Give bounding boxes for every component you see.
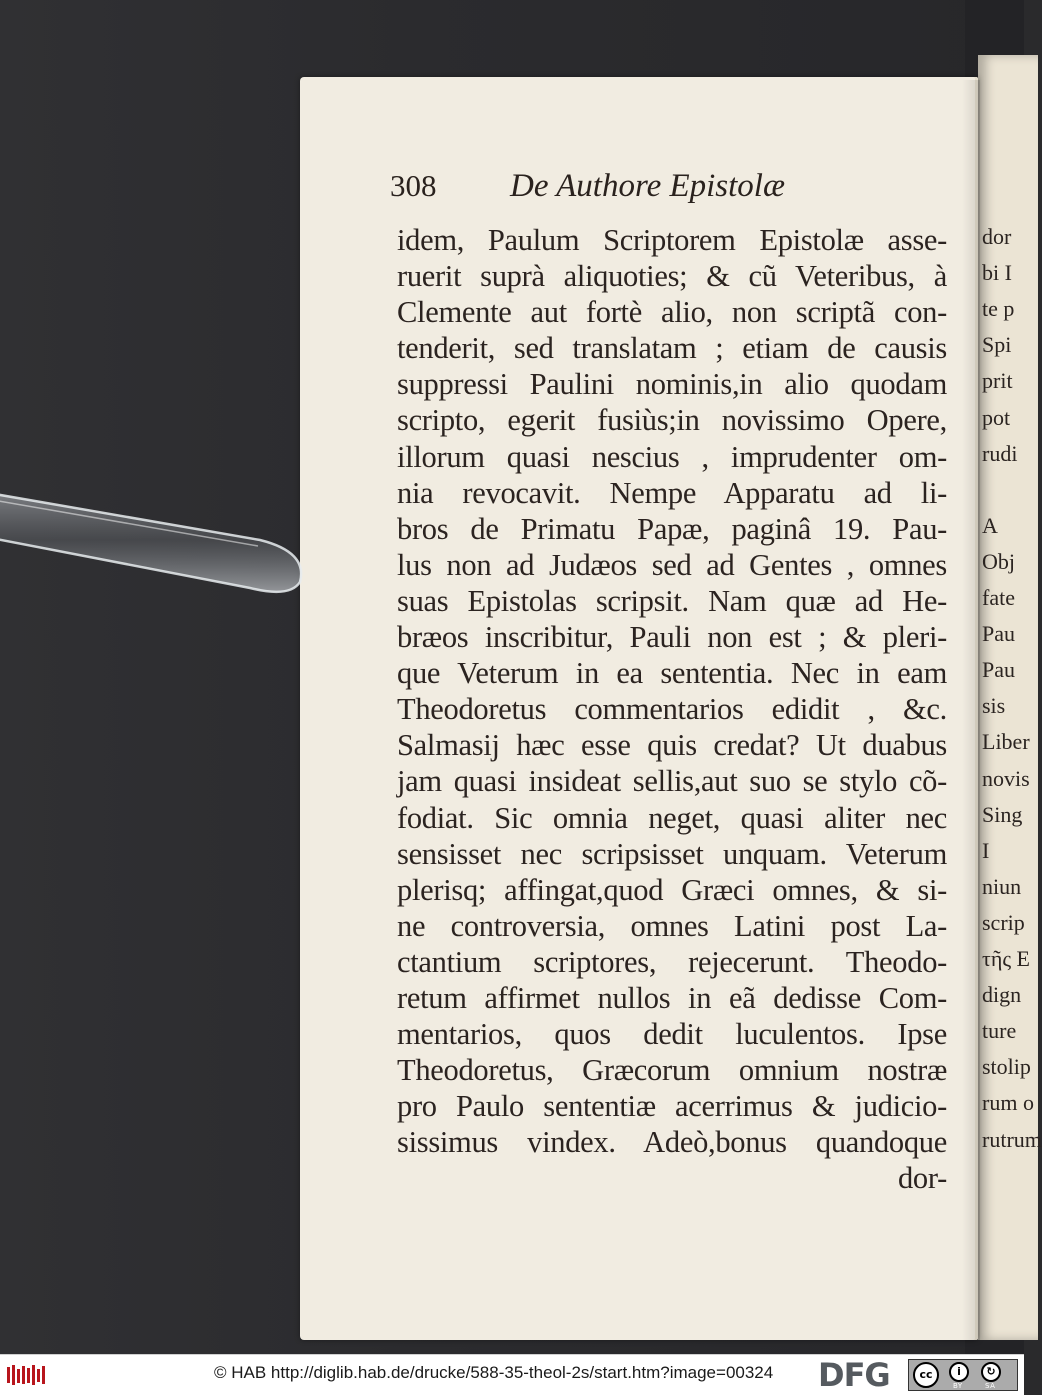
facing-page-fragment: dign bbox=[982, 982, 1022, 1008]
facing-page-fragment: novis bbox=[982, 765, 1030, 791]
facing-page-fragment: pot bbox=[982, 404, 1011, 430]
license-sa-label: SA bbox=[985, 1382, 996, 1390]
running-title: De Authore Epistolæ bbox=[510, 168, 785, 204]
text-line: tenderit, sed translatam ; etiam de causis bbox=[397, 331, 947, 366]
facing-page-fragment: rudi bbox=[982, 440, 1018, 466]
text-line: fodiat. Sic omnia neget, quasi aliter nec bbox=[397, 800, 947, 835]
text-line: Theodoretus commentarios edidit , &c. bbox=[397, 692, 947, 727]
text-line: Theodoretus, Græcorum omnium nostræ bbox=[397, 1053, 947, 1088]
facing-page-fragment: niun bbox=[982, 873, 1022, 899]
page-gutter-shadow bbox=[962, 80, 980, 1340]
glass-pointer-icon bbox=[0, 470, 320, 590]
text-line: bræos inscribitur, Pauli non est ; & pleri- bbox=[397, 620, 947, 655]
facing-page-fragment: scrip bbox=[982, 909, 1025, 935]
facing-page-fragment: Pau bbox=[982, 657, 1015, 683]
text-line: suas Epistolas scripsit. Nam quæ ad He- bbox=[397, 583, 947, 618]
facing-page-fragment: Obj bbox=[982, 548, 1015, 574]
text-line: Clemente aut fortè alio, non scriptã con- bbox=[397, 295, 947, 330]
facing-page-fragment: Spi bbox=[982, 332, 1012, 358]
facing-page-fragment: prit bbox=[982, 368, 1013, 394]
copyright-link[interactable]: © HAB http://diglib.hab.de/drucke/588-35-theol-2s/start.htm?image=00324 bbox=[214, 1363, 774, 1382]
hab-logo-icon bbox=[6, 1363, 50, 1387]
text-line: mentarios, quos dedit luculentos. Ipse bbox=[397, 1017, 947, 1052]
facing-page-fragment: Pau bbox=[982, 621, 1015, 647]
body-text bbox=[397, 222, 947, 1197]
text-line: idem, Paulum Scriptorem Epistolæ asse- bbox=[397, 223, 947, 257]
cc-license-badge[interactable] bbox=[908, 1359, 1018, 1391]
cc-icon: cc bbox=[913, 1362, 939, 1388]
text-line: plerisq; affingat,quod Græci omnes, & si- bbox=[397, 872, 947, 907]
text-line: sensisset nec scripsisset unquam. Veterum bbox=[397, 836, 947, 871]
text-line: nia revocavit. Nempe Apparatu ad li- bbox=[397, 475, 947, 510]
text-line: scripto, egerit fusiùs;in novissimo Opere, bbox=[397, 403, 947, 438]
text-line: suppressi Paulini nominis,in alio quodam bbox=[397, 367, 947, 402]
facing-page-fragment: fate bbox=[982, 585, 1015, 610]
text-line: pro Paulo sententiæ acerrimus & judicio- bbox=[397, 1089, 947, 1124]
facing-page-fragment: bi I bbox=[982, 260, 1012, 286]
facing-page-fragment: ture bbox=[982, 1018, 1017, 1044]
text-line: jam quasi insideat sellis,aut suo se stylo cõ- bbox=[397, 764, 947, 799]
text-line: bros de Primatu Papæ, paginâ 19. Pau- bbox=[397, 511, 947, 546]
facing-page-fragment: dor bbox=[982, 224, 1012, 249]
facing-page-fragment: τῆς Ε bbox=[982, 946, 1030, 971]
text-line: ruerit suprà aliquoties; & cũ Veteribus, à bbox=[397, 259, 947, 294]
text-line: dor- bbox=[897, 1161, 947, 1196]
text-line: retum affirmet nullos in eã dedisse Com- bbox=[397, 980, 947, 1015]
facing-page-fragment: Sing bbox=[982, 801, 1023, 827]
share-alike-icon: ↻ bbox=[981, 1362, 1001, 1382]
facing-page-fragment: A bbox=[982, 512, 998, 538]
text-line: ctantium scriptores, rejecerunt. Theodo- bbox=[397, 944, 947, 979]
facing-page-fragment: rutrum bbox=[982, 1126, 1042, 1152]
text-line: lus non ad Judæos sed ad Gentes , omnes bbox=[397, 547, 947, 582]
text-line: illorum quasi nescius , imprudenter om- bbox=[397, 439, 947, 474]
facing-page-fragment: I bbox=[982, 837, 990, 863]
dfg-logo: DFG bbox=[818, 1356, 890, 1394]
running-head bbox=[390, 168, 950, 208]
text-line: que Veterum in ea sententia. Nec in eam bbox=[397, 656, 947, 691]
facing-page-fragment: sis bbox=[982, 693, 1006, 719]
license-by-label: BY bbox=[953, 1382, 963, 1390]
text-line: ne controversia, omnes Latini post La- bbox=[397, 908, 947, 943]
person-icon: i bbox=[949, 1362, 969, 1382]
footer-bar bbox=[0, 1354, 1024, 1395]
text-line: Salmasij hæc esse quis credat? Ut duabus bbox=[397, 728, 947, 763]
text-line: sissimus vindex. Adeò,bonus quandoque bbox=[397, 1125, 947, 1160]
page-number: 308 bbox=[390, 168, 437, 203]
facing-page-fragment: rum o bbox=[982, 1090, 1034, 1116]
facing-page-fragment: te p bbox=[982, 296, 1015, 322]
facing-page-fragment: stolip bbox=[982, 1054, 1031, 1080]
facing-page-fragment: Liber bbox=[982, 729, 1030, 755]
